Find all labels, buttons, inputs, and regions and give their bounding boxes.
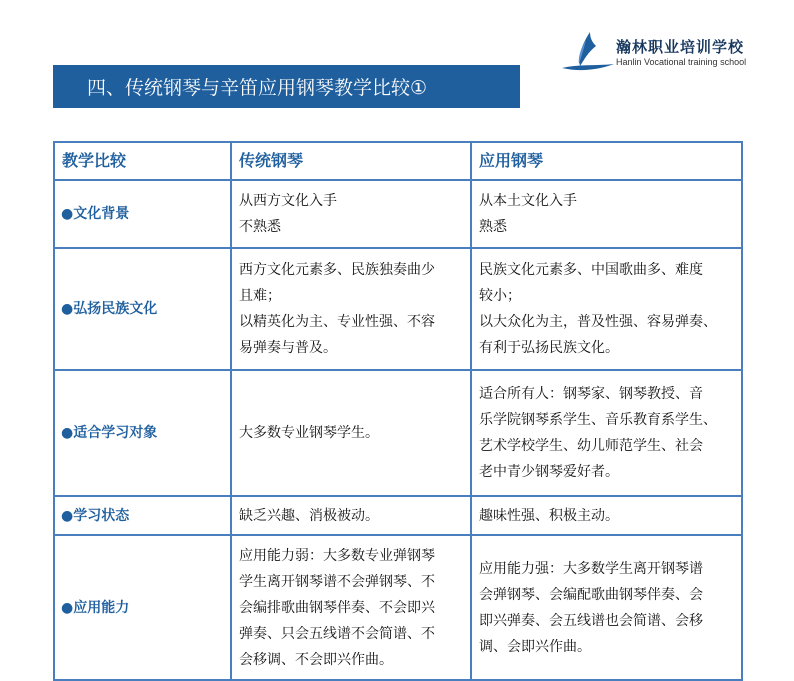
cell-line: 熟悉 [479, 219, 507, 235]
cell-line: 缺乏兴趣、消极被动。 [239, 507, 379, 524]
row-category: ●文化背景 [54, 180, 231, 248]
header-comparison: 教学比较 [54, 142, 231, 180]
traditional-cell [231, 496, 471, 535]
cell-line: 会编排歌曲钢琴伴奏、不会即兴 [239, 599, 435, 616]
cell-line: 学生离开钢琴谱不会弹钢琴、不 [239, 573, 435, 590]
traditional-cell [231, 248, 471, 370]
table-row [54, 180, 742, 248]
cell-line: 易弹奏与普及。 [239, 340, 337, 356]
cell-line: 以大众化为主，普及性强、容易弹奏、 [479, 314, 717, 330]
comparison-table [53, 141, 743, 681]
header-applied-piano: 应用钢琴 [471, 142, 742, 180]
cell-line: 弹奏、只会五线谱不会简谱、不 [239, 625, 435, 642]
traditional-cell [231, 535, 471, 680]
school-logo [560, 30, 760, 74]
cell-line: 应用能力弱：大多数专业弹钢琴 [239, 547, 435, 564]
page-title: 四、传统钢琴与辛笛应用钢琴教学比较① [53, 65, 520, 108]
cell-line: 会移调、不会即兴作曲。 [239, 651, 393, 668]
applied-cell [471, 535, 742, 680]
table-header-row [54, 142, 742, 180]
logo-school-name-cn: 瀚林职业培训学校 [616, 38, 745, 56]
cell-line: 艺术学校学生、幼儿师范学生、社会 [479, 438, 703, 454]
row-category: ●学习状态 [54, 496, 231, 535]
cell-line: 从本土文化入手 [479, 193, 577, 209]
cell-line: 趣味性强、积极主动。 [479, 507, 619, 524]
row-category: ●弘扬民族文化 [54, 248, 231, 370]
cell-line: 较小； [479, 288, 521, 304]
traditional-cell [231, 370, 471, 496]
cell-line: 有利于弘扬民族文化。 [479, 340, 619, 356]
cell-line: 调、会即兴作曲。 [479, 638, 591, 655]
applied-cell [471, 370, 742, 496]
applied-cell [471, 180, 742, 248]
applied-cell [471, 496, 742, 535]
cell-line: 从西方文化入手 [239, 193, 337, 209]
cell-line: 会弹钢琴、会编配歌曲钢琴伴奏、会 [479, 586, 703, 603]
table-row [54, 248, 742, 370]
cell-line: 民族文化元素多、中国歌曲多、难度 [479, 262, 703, 278]
logo-school-name-en: Hanlin Vocational training school [616, 57, 747, 67]
sail-logo-icon [560, 30, 616, 74]
cell-line: 以精英化为主、专业性强、不容 [239, 314, 435, 330]
cell-line: 大多数专业钢琴学生。 [239, 425, 379, 441]
table-row [54, 535, 742, 680]
applied-cell [471, 248, 742, 370]
traditional-cell [231, 180, 471, 248]
table-row [54, 496, 742, 535]
cell-line: 且难； [239, 288, 281, 304]
cell-line: 即兴弹奏、会五线谱也会简谱、会移 [479, 612, 703, 629]
row-category: ●适合学习对象 [54, 370, 231, 496]
cell-line: 西方文化元素多、民族独奏曲少 [239, 262, 435, 278]
row-category: ●应用能力 [54, 535, 231, 680]
cell-line: 应用能力强：大多数学生离开钢琴谱 [479, 560, 703, 577]
cell-line: 不熟悉 [239, 219, 281, 235]
cell-line: 乐学院钢琴系学生、音乐教育系学生、 [479, 412, 717, 428]
cell-line: 适合所有人：钢琴家、钢琴教授、音 [479, 386, 703, 402]
table-row [54, 370, 742, 496]
cell-line: 老中青少钢琴爱好者。 [479, 464, 619, 480]
header-traditional-piano: 传统钢琴 [231, 142, 471, 180]
